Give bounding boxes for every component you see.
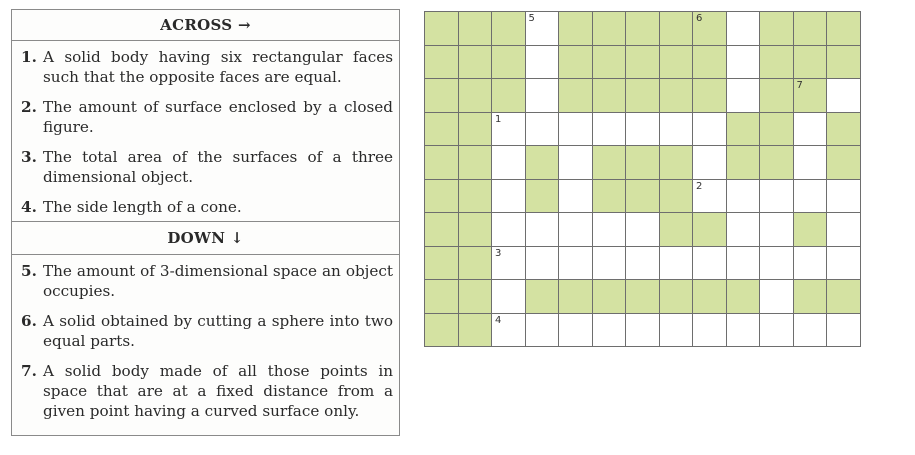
crossword-block xyxy=(425,113,459,147)
crossword-block xyxy=(459,314,493,348)
crossword-block xyxy=(727,280,761,314)
crossword-block xyxy=(593,12,627,46)
crossword-block xyxy=(660,46,694,80)
crossword-cell[interactable] xyxy=(727,213,761,247)
crossword-cell[interactable] xyxy=(492,213,526,247)
crossword-block xyxy=(760,79,794,113)
crossword-cell[interactable] xyxy=(827,180,861,214)
clue-down-5 xyxy=(21,261,393,301)
clue-across-4 xyxy=(21,197,393,217)
crossword-cell[interactable] xyxy=(827,247,861,281)
crossword-block xyxy=(425,180,459,214)
clue-number: 6. xyxy=(21,312,37,330)
crossword-block xyxy=(425,46,459,80)
crossword-cell[interactable] xyxy=(727,247,761,281)
crossword-block xyxy=(660,12,694,46)
clue-number-label: 3 xyxy=(495,247,502,259)
crossword-cell[interactable] xyxy=(693,113,727,147)
clue-number: 5. xyxy=(21,262,37,280)
crossword-cell[interactable] xyxy=(526,314,560,348)
crossword-block xyxy=(593,180,627,214)
clue-number: 3. xyxy=(21,148,37,166)
clue-number-label: 6 xyxy=(696,13,703,24)
crossword-block xyxy=(760,46,794,80)
crossword-block xyxy=(660,213,694,247)
crossword-cell[interactable] xyxy=(693,314,727,348)
crossword-block xyxy=(727,113,761,147)
crossword-cell[interactable] xyxy=(827,213,861,247)
crossword-cell[interactable] xyxy=(827,79,861,113)
crossword-cell[interactable] xyxy=(559,113,593,147)
crossword-cell[interactable] xyxy=(559,180,593,214)
crossword-cell[interactable] xyxy=(526,247,560,281)
crossword-block xyxy=(559,280,593,314)
crossword-grid xyxy=(424,11,861,347)
crossword-cell[interactable] xyxy=(693,146,727,180)
crossword-block xyxy=(459,180,493,214)
crossword-cell[interactable] xyxy=(660,247,694,281)
clue-number: 7. xyxy=(21,362,37,380)
clue-number-label: 4 xyxy=(495,314,502,326)
clue-text: A solid obtained by cutting a sphere into two equal parts. xyxy=(43,312,393,350)
crossword-block xyxy=(660,79,694,113)
crossword-block xyxy=(626,180,660,214)
crossword-block xyxy=(827,280,861,314)
crossword-block xyxy=(459,247,493,281)
crossword-block xyxy=(593,146,627,180)
crossword-block xyxy=(794,213,828,247)
crossword-block xyxy=(593,280,627,314)
across-heading: ACROSS → xyxy=(12,10,399,41)
crossword-block xyxy=(626,46,660,80)
crossword-block xyxy=(526,146,560,180)
clue-number-label: 7 xyxy=(796,80,803,91)
crossword-cell[interactable] xyxy=(526,113,560,147)
crossword-block xyxy=(492,12,526,46)
crossword-block xyxy=(492,79,526,113)
crossword-block xyxy=(794,280,828,314)
crossword-cell[interactable] xyxy=(526,213,560,247)
crossword-cell[interactable] xyxy=(693,180,727,214)
crossword-cell[interactable] xyxy=(559,146,593,180)
clue-down-7 xyxy=(21,361,393,421)
crossword-cell[interactable] xyxy=(559,213,593,247)
crossword-block xyxy=(693,46,727,80)
crossword-block xyxy=(693,213,727,247)
crossword-block xyxy=(827,113,861,147)
crossword-cell[interactable] xyxy=(693,247,727,281)
crossword-block xyxy=(827,146,861,180)
crossword-cell[interactable] xyxy=(626,113,660,147)
crossword-block xyxy=(660,146,694,180)
across-clue-list xyxy=(12,41,399,221)
crossword-block xyxy=(459,146,493,180)
clue-down-6 xyxy=(21,311,393,351)
crossword-block xyxy=(459,79,493,113)
crossword-cell[interactable] xyxy=(760,180,794,214)
crossword-cell[interactable] xyxy=(526,79,560,113)
crossword-block xyxy=(459,280,493,314)
crossword-block xyxy=(660,180,694,214)
crossword-cell[interactable] xyxy=(760,213,794,247)
crossword-block xyxy=(425,213,459,247)
crossword-block xyxy=(693,280,727,314)
crossword-cell[interactable] xyxy=(727,46,761,80)
clue-panel xyxy=(11,9,400,436)
crossword-block xyxy=(693,12,727,46)
crossword-block xyxy=(559,46,593,80)
crossword-cell[interactable] xyxy=(794,314,828,348)
crossword-cell[interactable] xyxy=(760,280,794,314)
crossword-block xyxy=(727,146,761,180)
crossword-cell[interactable] xyxy=(794,113,828,147)
crossword-block xyxy=(626,12,660,46)
clue-number-label: 1 xyxy=(495,113,502,125)
crossword-cell[interactable] xyxy=(760,314,794,348)
crossword-block xyxy=(425,314,459,348)
crossword-block xyxy=(559,12,593,46)
crossword-cell[interactable] xyxy=(760,247,794,281)
clue-number: 1. xyxy=(21,48,37,66)
clue-number: 4. xyxy=(21,198,37,216)
crossword-cell[interactable] xyxy=(526,46,560,80)
crossword-block xyxy=(794,79,828,113)
crossword-block xyxy=(660,280,694,314)
clue-number-label: 5 xyxy=(528,13,535,24)
crossword-cell[interactable] xyxy=(593,314,627,348)
crossword-cell[interactable] xyxy=(794,180,828,214)
crossword-block xyxy=(425,146,459,180)
crossword-block xyxy=(459,12,493,46)
clue-across-3 xyxy=(21,147,393,187)
crossword-cell[interactable] xyxy=(593,247,627,281)
crossword-block xyxy=(526,180,560,214)
down-heading: DOWN ↓ xyxy=(12,221,399,255)
crossword-block xyxy=(459,113,493,147)
crossword-block xyxy=(459,213,493,247)
crossword-cell[interactable] xyxy=(660,113,694,147)
crossword-cell[interactable] xyxy=(492,113,526,147)
crossword-block xyxy=(425,247,459,281)
crossword-cell[interactable] xyxy=(492,146,526,180)
crossword-cell[interactable] xyxy=(593,213,627,247)
crossword-block xyxy=(760,146,794,180)
crossword-cell[interactable] xyxy=(593,113,627,147)
crossword-block xyxy=(559,79,593,113)
crossword-block xyxy=(626,280,660,314)
crossword-block xyxy=(626,146,660,180)
clue-text: The amount of 3-dimensional space an object occupies. xyxy=(43,262,393,300)
crossword-block xyxy=(693,79,727,113)
crossword-block xyxy=(425,280,459,314)
clue-number: 2. xyxy=(21,98,37,116)
crossword-block xyxy=(827,12,861,46)
crossword-block xyxy=(425,79,459,113)
crossword-cell[interactable] xyxy=(794,146,828,180)
crossword-block xyxy=(492,46,526,80)
clue-across-2 xyxy=(21,97,393,137)
clue-text: The amount of surface enclosed by a closed figure. xyxy=(43,98,393,136)
clue-text: The side length of a cone. xyxy=(43,198,242,216)
crossword-block xyxy=(626,79,660,113)
crossword-cell[interactable] xyxy=(526,12,560,46)
crossword-block xyxy=(794,46,828,80)
crossword-block xyxy=(526,280,560,314)
crossword-cell[interactable] xyxy=(492,314,526,348)
crossword-cell[interactable] xyxy=(727,79,761,113)
crossword-block xyxy=(459,46,493,80)
crossword-cell[interactable] xyxy=(660,314,694,348)
crossword-block xyxy=(425,12,459,46)
clue-text: A solid body having six rectangular faces such that the opposite faces are equal. xyxy=(43,48,393,86)
clue-text: A solid body made of all those points in space that are at a fixed distance from a given point having a curved surface only. xyxy=(43,362,393,420)
crossword-cell[interactable] xyxy=(827,314,861,348)
crossword-block xyxy=(593,46,627,80)
clue-text: The total area of the surfaces of a three dimensional object. xyxy=(43,148,393,186)
crossword-cell[interactable] xyxy=(492,247,526,281)
crossword-cell[interactable] xyxy=(727,180,761,214)
crossword-cell[interactable] xyxy=(727,314,761,348)
crossword-cell[interactable] xyxy=(794,247,828,281)
clue-number-label: 2 xyxy=(696,180,703,192)
crossword-block xyxy=(827,46,861,80)
crossword-cell[interactable] xyxy=(559,314,593,348)
crossword-block xyxy=(593,79,627,113)
crossword-cell[interactable] xyxy=(626,247,660,281)
crossword-block xyxy=(794,12,828,46)
crossword-cell[interactable] xyxy=(626,314,660,348)
down-clue-list xyxy=(12,255,399,425)
crossword-block xyxy=(760,113,794,147)
crossword-block xyxy=(760,12,794,46)
crossword-cell[interactable] xyxy=(492,280,526,314)
crossword-cell[interactable] xyxy=(727,12,761,46)
crossword-cell[interactable] xyxy=(626,213,660,247)
crossword-cell[interactable] xyxy=(559,247,593,281)
crossword-cell[interactable] xyxy=(492,180,526,214)
clue-across-1 xyxy=(21,47,393,87)
